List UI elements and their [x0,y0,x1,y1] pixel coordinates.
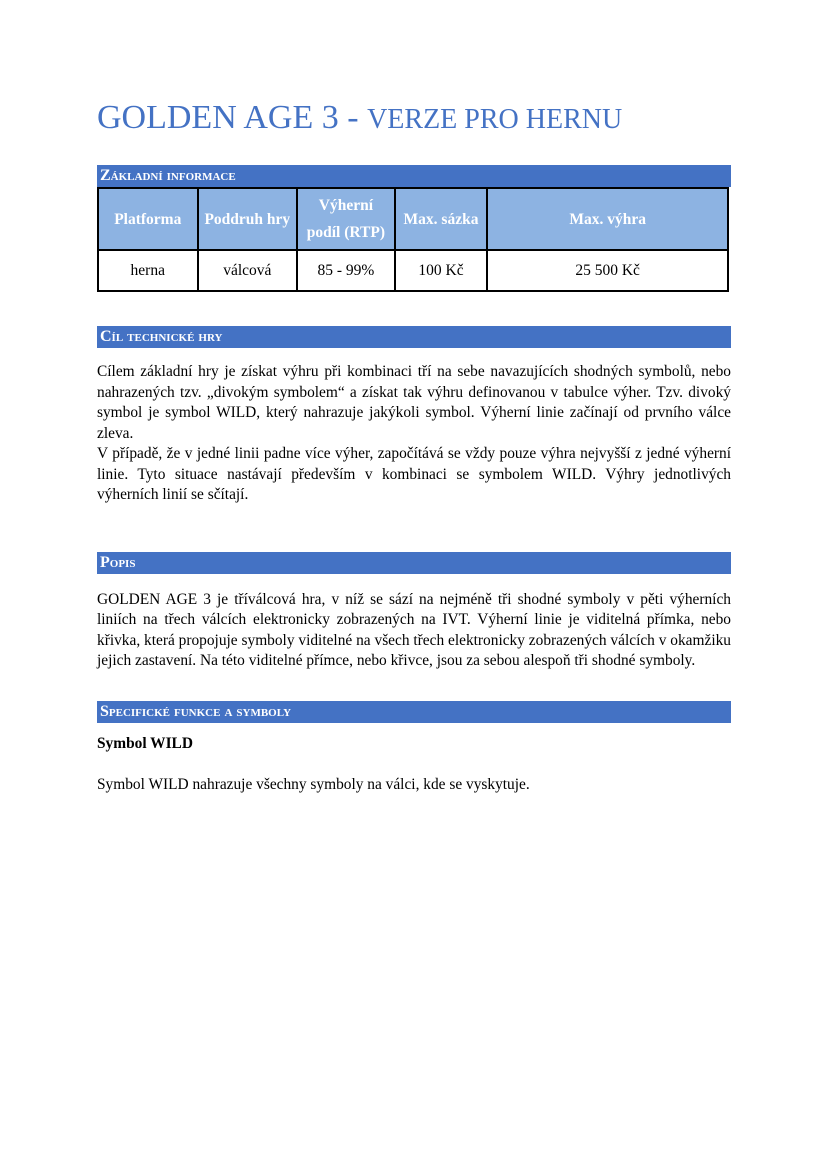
specific-text-block [97,775,731,796]
section-heading-specific-functions-label: Specifické funkce a symboly [100,702,292,720]
section-heading-goal-label: Cíl technické hry [100,328,223,345]
table-cell-platforma: herna [98,250,198,291]
table-header-max-sazka: Max. sázka [395,188,488,250]
page-title [97,0,731,140]
basic-info-table [97,187,729,292]
section-heading-description-label: Popis [100,553,136,571]
description-text-block [97,590,731,672]
goal-text-block [97,362,731,506]
table-header-poddruh-hry: Poddruh hry [198,188,298,250]
document-content [97,0,731,795]
table-header-row [98,188,728,250]
table-cell-max-sazka: 100 Kč [395,250,488,291]
paragraph: Cílem základní hry je získat výhru při kombinaci tří na sebe navazujících shodných symbolů, nebo nahrazených tzv. „divokým symbolem“ a získat tak výhru definovanou v tabulce výher. Tzv. divoký symbol je symbol WILD, který nahrazuje jakýkoli symbol. Výherní linie začínají od prvního válce zleva. [97,363,731,442]
table-header-vyherni-podil: Výherní podíl (RTP) [297,188,395,250]
table-header-max-vyhra: Max. výhra [487,188,728,250]
symbol-wild-subheading: Symbol WILD [97,734,193,752]
section-heading-basic-info-label: Základní informace [100,167,236,184]
table-cell-vyherni-podil: 85 - 99% [297,250,395,291]
paragraph: Symbol WILD nahrazuje všechny symboly na válci, kde se vyskytuje. [97,775,530,793]
section-heading-specific-functions [97,701,731,723]
section-heading-description [97,552,731,574]
section-heading-basic-info [97,165,731,187]
paragraph: V případě, že v jedné linii padne více výher, započítává se vždy pouze výhra nejvyšší z jedné výherní linie. Tyto situace nastávají především v kombinaci se symbolem WILD. Výhry jednotlivých výherních linií se sčítají. [97,445,731,503]
table-row [98,250,728,291]
table-cell-poddruh-hry: válcová [198,250,298,291]
table-header-platforma: Platforma [98,188,198,250]
page-title-main: GOLDEN AGE 3 - [97,99,368,136]
table-cell-max-vyhra: 25 500 Kč [487,250,728,291]
paragraph: GOLDEN AGE 3 je tříválcová hra, v níž se sází na nejméně tři shodné symboly v pěti výherních liniích na třech válcích elektronicky zobrazených na IVT. Výherní linie je viditelná přímka, nebo křivka, která propojuje symboly viditelné na všech třech elektronicky zobrazených válcích v okamžiku jejich zastavení. Na této viditelné přímce, nebo křivce, jsou za sebou alespoň tři shodné symboly. [97,590,731,669]
section-heading-goal [97,326,731,348]
page-title-subtitle: VERZE PRO HERNU [367,104,623,135]
